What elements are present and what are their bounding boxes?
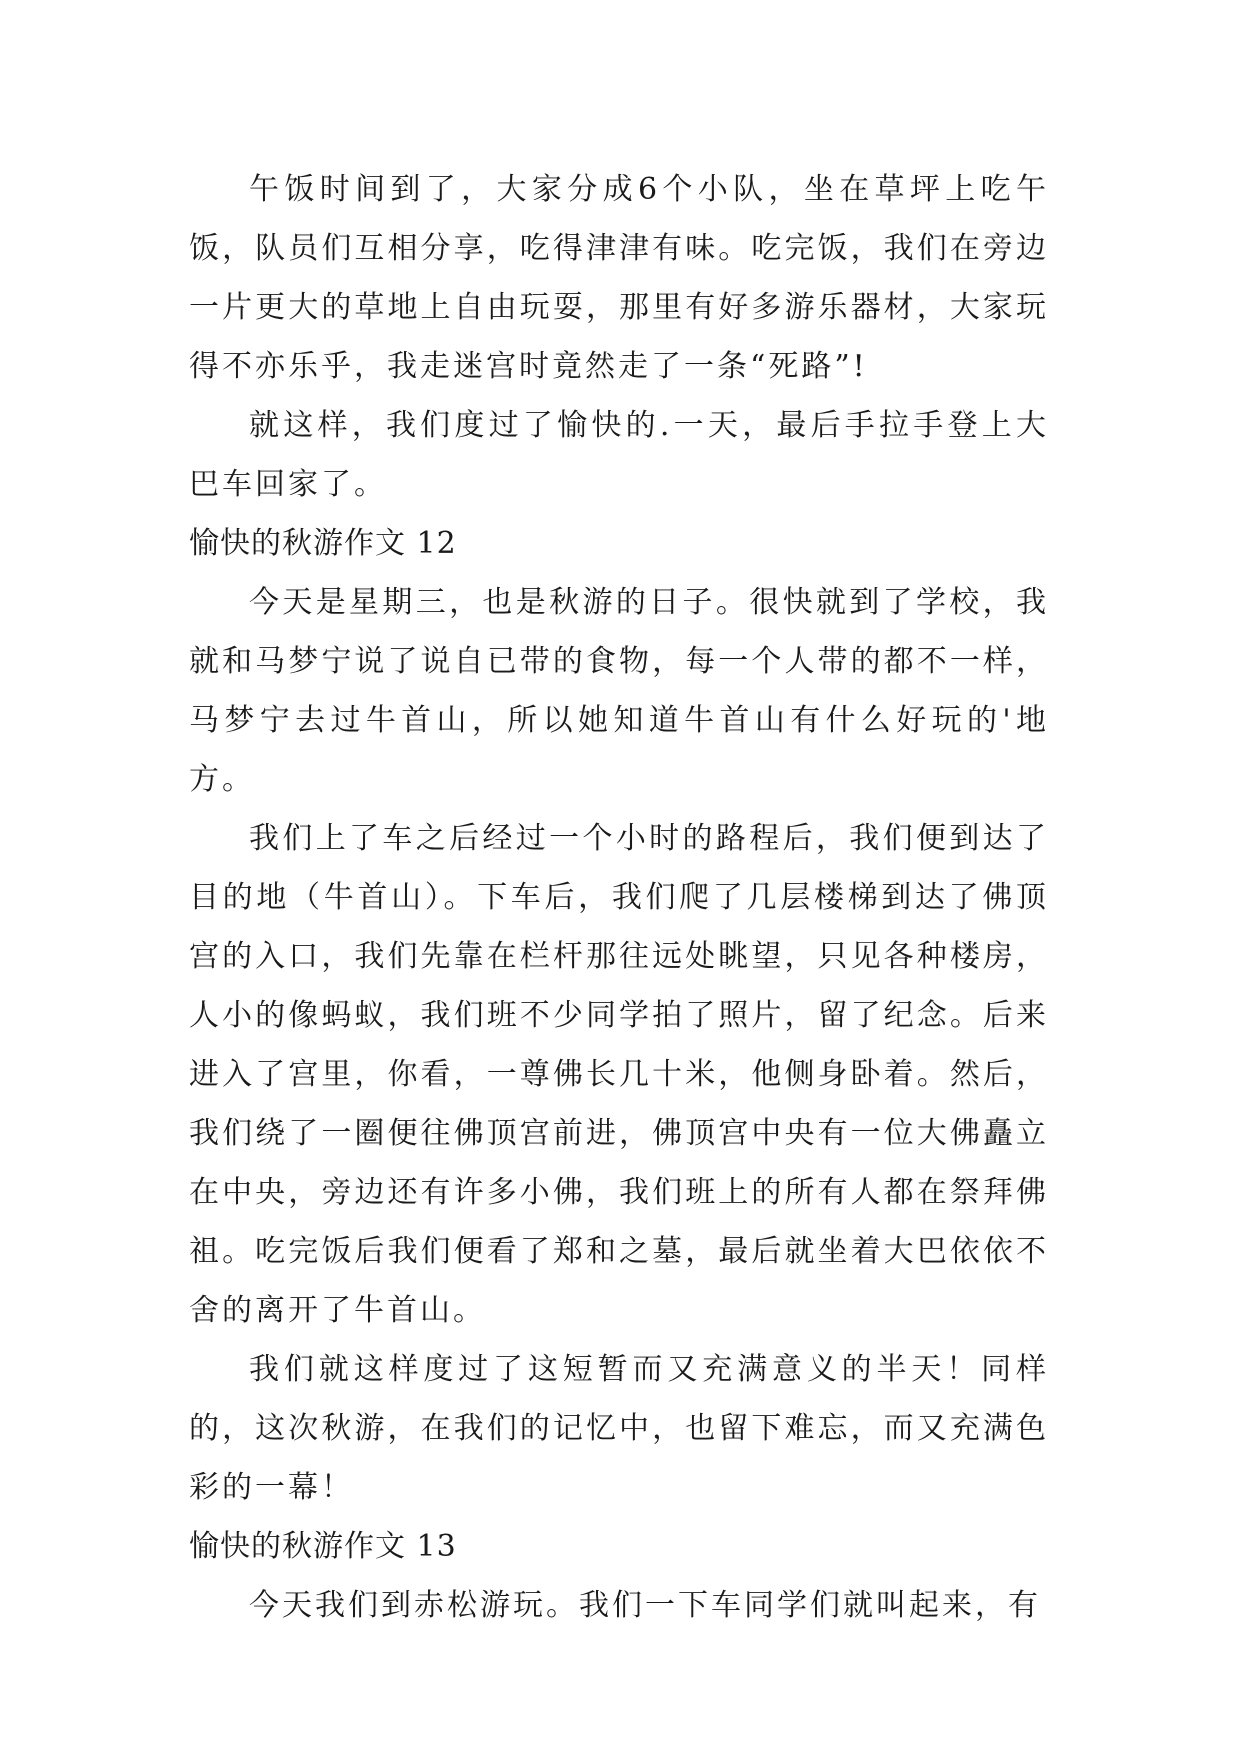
paragraph: 今天我们到赤松游玩。我们一下车同学们就叫起来，有 — [249, 1588, 1041, 1623]
paragraph: 午饭时间到了，大家分成6个小队，坐在草坪上吃午饭，队员们互相分享，吃得津津有味。吃完饭，我们在旁边一片更大的草地上自由玩耍，那里有好多游乐器材，大家玩得不亦乐乎，我走迷宫时竟然走了一条“死路”! — [189, 172, 1049, 384]
paragraph: 就这样，我们度过了愉快的.一天，最后手拉手登上大巴车回家了。 — [189, 408, 1049, 502]
paragraph: 我们就这样度过了这短暂而又充满意义的半天！同样的，这次秋游，在我们的记忆中，也留下难忘，而又充满色彩的一幕！ — [189, 1352, 1049, 1505]
section-heading: 愉快的秋游作文 13 — [189, 1529, 457, 1564]
paragraph: 今天是星期三，也是秋游的日子。很快就到了学校，我就和马梦宁说了说自已带的食物，每一个人带的都不一样，马梦宁去过牛首山，所以她知道牛首山有什么好玩的'地方。 — [189, 585, 1049, 797]
section-heading: 愉快的秋游作文 12 — [189, 526, 457, 561]
paragraph: 我们上了车之后经过一个小时的路程后，我们便到达了目的地（牛首山）。下车后，我们爬了几层楼梯到达了佛顶宫的入口，我们先靠在栏杆那往远处眺望，只见各种楼房，人小的像蚂蚁，我们班不少同学拍了照片，留了纪念。后来进入了宫里，你看，一尊佛长几十米，他侧身卧着。然后，我们绕了一圈便往佛顶宫前进，佛顶宫中央有一位大佛矗立在中央，旁边还有许多小佛，我们班上的所有人都在祭拜佛祖。吃完饭后我们便看了郑和之墓，最后就坐着大巴依依不舍的离开了牛首山。 — [189, 821, 1049, 1328]
document-body — [189, 160, 1049, 1635]
